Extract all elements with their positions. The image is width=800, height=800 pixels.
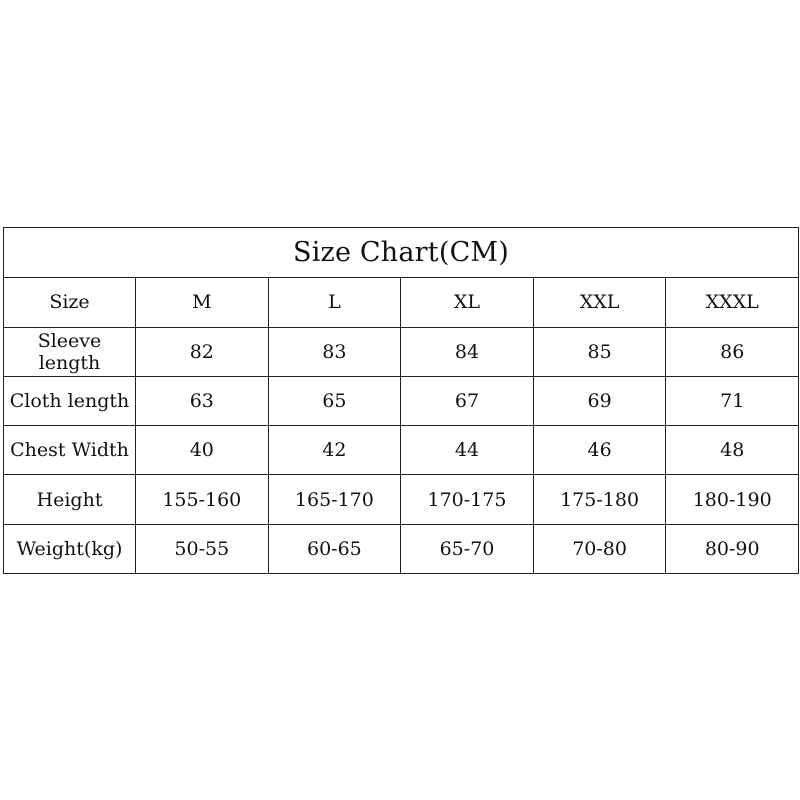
table-cell: 42 xyxy=(268,426,401,475)
table-cell: 65-70 xyxy=(401,524,534,573)
table-row-sleeve-length xyxy=(4,327,799,376)
table-cell: 180-190 xyxy=(666,475,799,524)
table-cell: 67 xyxy=(401,376,534,425)
size-xl: XL xyxy=(401,278,534,327)
title-row xyxy=(4,228,799,278)
size-xxxl: XXXL xyxy=(666,278,799,327)
header-row xyxy=(4,278,799,327)
table-cell: 71 xyxy=(666,376,799,425)
table-row-height xyxy=(4,475,799,524)
row-label-size: Size xyxy=(4,278,136,327)
size-l: L xyxy=(268,278,401,327)
table-cell: 170-175 xyxy=(401,475,534,524)
chart-title: Size Chart(CM) xyxy=(4,228,799,278)
table-row-weight xyxy=(4,524,799,573)
table-cell: 84 xyxy=(401,327,534,376)
table-cell: 46 xyxy=(533,426,666,475)
table-cell: 83 xyxy=(268,327,401,376)
row-label: Sleeve length xyxy=(4,327,136,376)
table-cell: 175-180 xyxy=(533,475,666,524)
table-cell: 44 xyxy=(401,426,534,475)
table-cell: 165-170 xyxy=(268,475,401,524)
size-xxl: XXL xyxy=(533,278,666,327)
size-chart-table xyxy=(3,227,799,574)
table-cell: 69 xyxy=(533,376,666,425)
table-cell: 50-55 xyxy=(136,524,269,573)
row-label: Weight(kg) xyxy=(4,524,136,573)
table-cell: 48 xyxy=(666,426,799,475)
row-label: Cloth length xyxy=(4,376,136,425)
table-row-cloth-length xyxy=(4,376,799,425)
table-cell: 65 xyxy=(268,376,401,425)
table-row-chest-width xyxy=(4,426,799,475)
table-cell: 80-90 xyxy=(666,524,799,573)
table-cell: 60-65 xyxy=(268,524,401,573)
table-cell: 40 xyxy=(136,426,269,475)
table-cell: 82 xyxy=(136,327,269,376)
size-m: M xyxy=(136,278,269,327)
table-cell: 85 xyxy=(533,327,666,376)
table-cell: 155-160 xyxy=(136,475,269,524)
table-cell: 86 xyxy=(666,327,799,376)
table-cell: 63 xyxy=(136,376,269,425)
row-label: Height xyxy=(4,475,136,524)
table-cell: 70-80 xyxy=(533,524,666,573)
row-label: Chest Width xyxy=(4,426,136,475)
